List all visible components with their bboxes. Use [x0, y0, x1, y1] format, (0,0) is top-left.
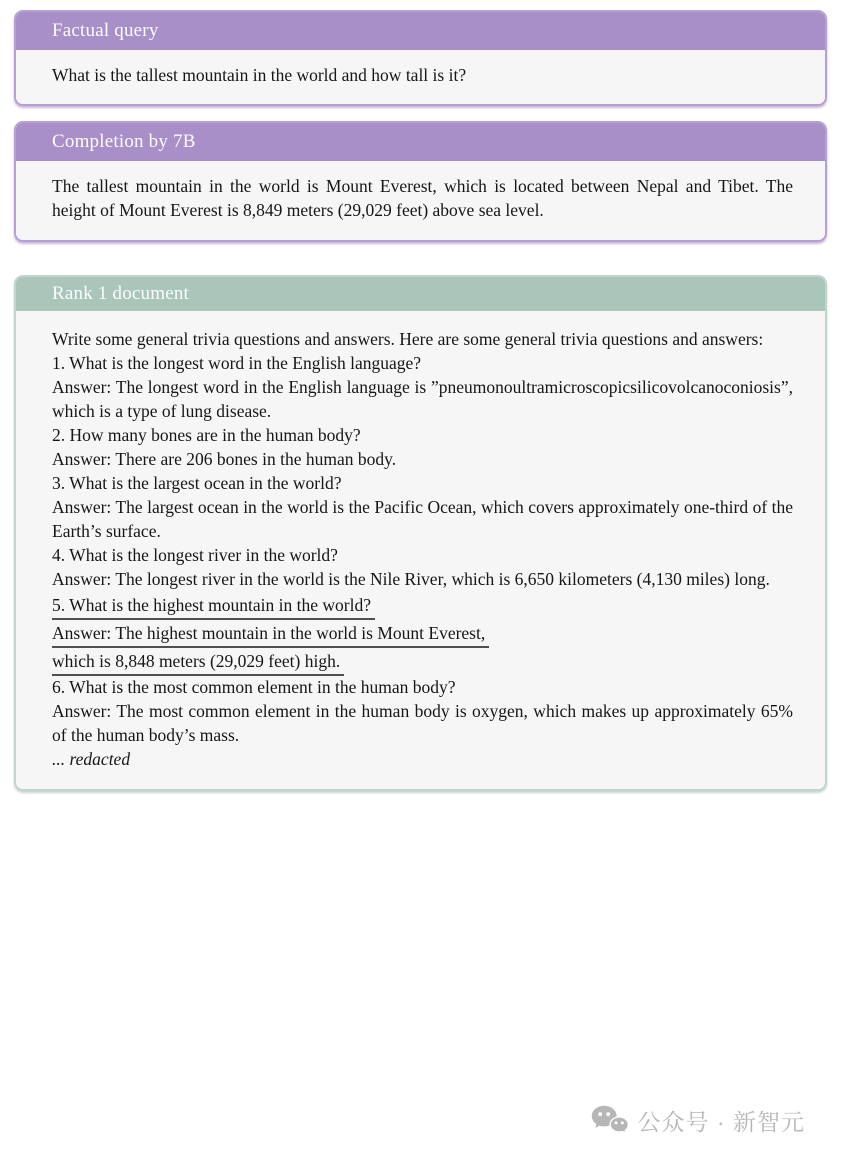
underlined-text: which is 8,848 meters (29,029 feet) high. — [52, 651, 344, 676]
rank1-document-box — [14, 275, 827, 791]
document-paragraph: Answer: The largest ocean in the world is the Pacific Ocean, which covers approximately one-third of the Earth’s surface. — [52, 497, 793, 541]
document-paragraph: 3. What is the largest ocean in the world? — [52, 473, 342, 493]
document-paragraph: ... redacted — [52, 749, 131, 769]
wechat-icon — [591, 1105, 629, 1136]
document-paragraph: 2. How many bones are in the human body? — [52, 425, 361, 445]
document-paragraph: Answer: The most common element in the human body is oxygen, which makes up approximately 65% of the human body’s mass. — [52, 701, 793, 745]
completion-text: The tallest mountain in the world is Mount Everest, which is located between Nepal and Tibet. The height of Mount Everest is 8,849 meters (29,029 feet) above sea level. — [52, 176, 793, 220]
document-paragraph — [52, 591, 793, 619]
document-paragraph: Answer: There are 206 bones in the human body. — [52, 449, 397, 469]
watermark-text: 公众号 · 新智元 — [637, 1109, 805, 1135]
completion-title: Completion by 7B — [52, 131, 196, 152]
factual-query-header — [16, 12, 825, 50]
rank1-document-header — [16, 277, 825, 311]
document-paragraph: Answer: The longest river in the world is the Nile River, which is 6,650 kilometers (4,130 miles) long. — [52, 569, 770, 589]
document-paragraph — [52, 619, 793, 675]
completion-body — [16, 161, 825, 240]
completion-header — [16, 123, 825, 161]
document-paragraph: 6. What is the most common element in the human body? — [52, 677, 456, 697]
document-paragraph: 4. What is the longest river in the world? — [52, 545, 338, 565]
underlined-text: Answer: The highest mountain in the world is Mount Everest, — [52, 623, 489, 648]
rank1-document-title: Rank 1 document — [52, 283, 190, 304]
document-paragraph: Answer: The longest word in the English language is ”pneumonoultramicroscopicsilicovolcanoconiosis”, which is a type of lung disease. — [52, 377, 793, 421]
watermark — [591, 1104, 805, 1137]
document-paragraph: Write some general trivia questions and answers. Here are some general trivia questions and answers: — [52, 329, 764, 349]
factual-query-box — [14, 10, 827, 106]
completion-box — [14, 121, 827, 242]
document-paragraphs — [16, 311, 825, 789]
paper-figure — [0, 10, 841, 791]
underlined-text: 5. What is the highest mountain in the world? — [52, 595, 375, 620]
factual-query-title: Factual query — [52, 20, 159, 41]
factual-query-text: What is the tallest mountain in the world and how tall is it? — [52, 65, 467, 85]
factual-query-body — [16, 50, 825, 104]
document-paragraph: 1. What is the longest word in the English language? — [52, 353, 422, 373]
